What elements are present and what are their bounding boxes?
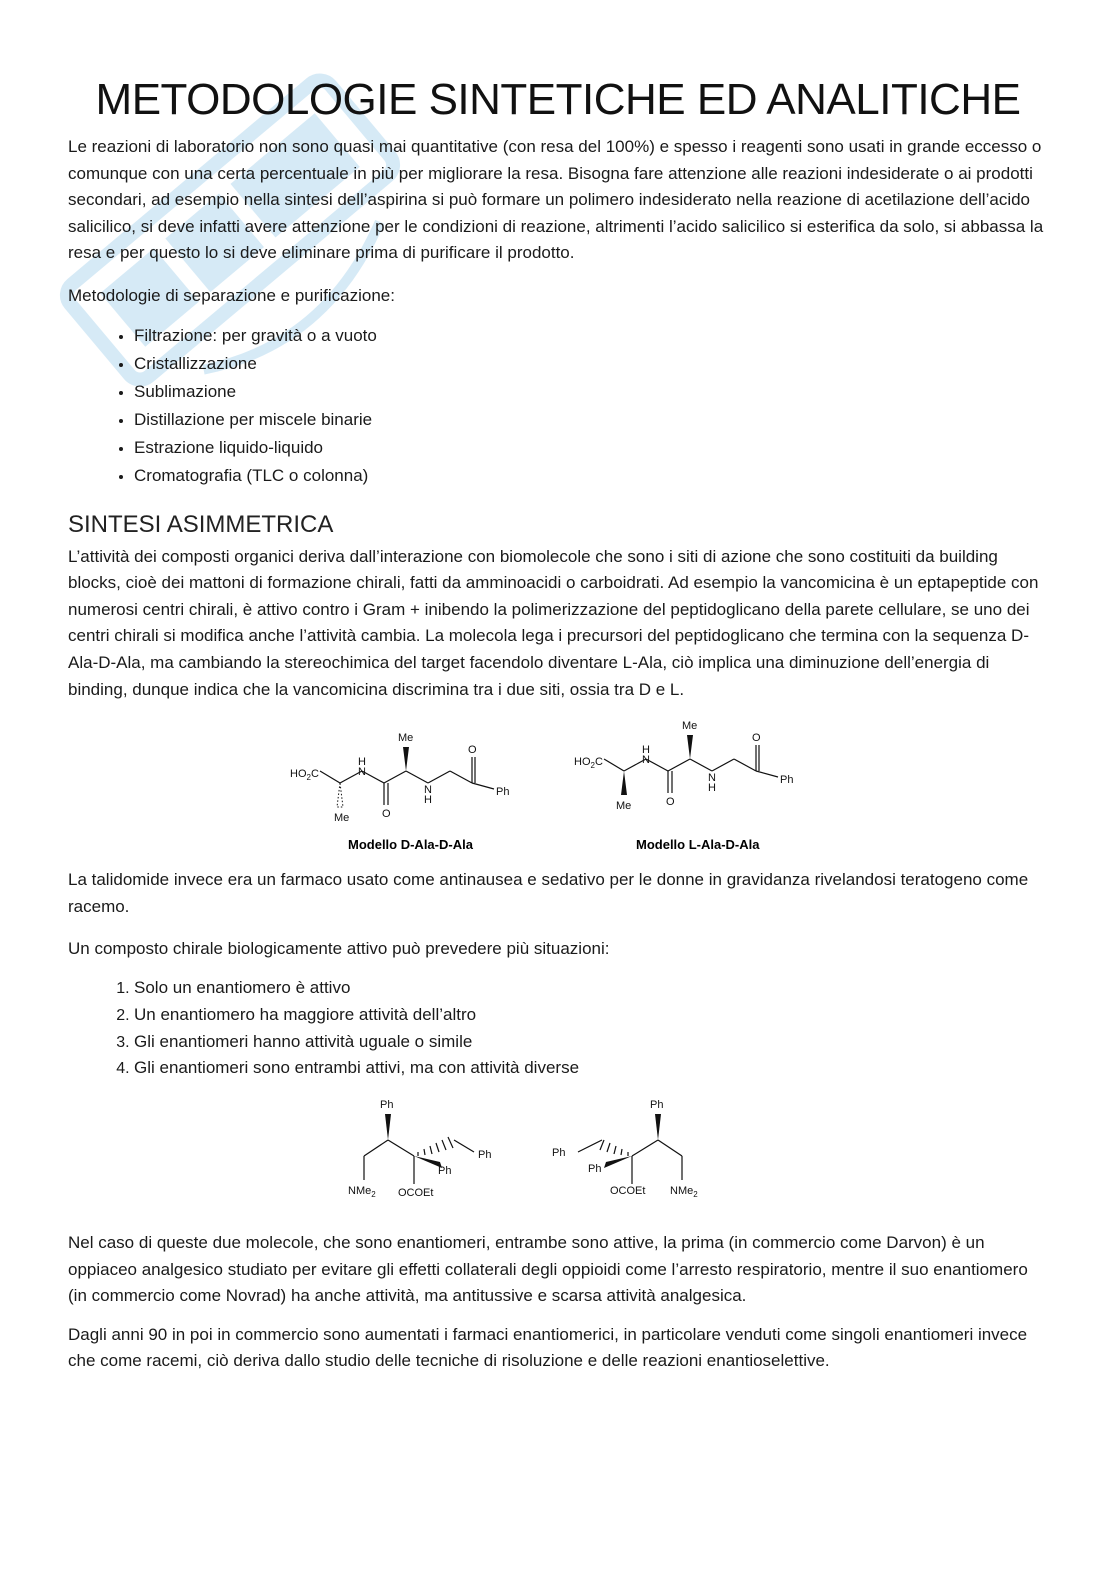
amide-n-label: N xyxy=(358,766,366,779)
list-item: 2. Un enantiomero ha maggiore attività dell’altro xyxy=(134,1002,1048,1029)
amide-n-label: N xyxy=(424,784,432,797)
amide-h-label: H xyxy=(424,794,432,807)
carbonyl-o-label: O xyxy=(666,796,675,809)
list-item: • Estrazione liquido-liquido xyxy=(134,434,1048,462)
ph-label: Ph xyxy=(650,1099,664,1112)
ph-label: Ph xyxy=(552,1147,566,1160)
left-caption: Modello D-Ala-D-Ala xyxy=(348,837,473,853)
list-item: • Cromatografia (TLC o colonna) xyxy=(134,462,1048,490)
ph-label: Ph xyxy=(780,774,794,787)
carbonyl-o-label: O xyxy=(382,808,391,821)
intro-paragraph: Le reazioni di laboratorio non sono quasi mai quantitative (con resa del 100%) e spesso i reagenti sono usati in grande eccesso o comunque con una certa percentuale in più per migliorare la resa. Bisogna fare attenzione alle reazioni indesiderate o ai prodotti secondari, ad esempio nella sintesi dell’aspirina si può formare un polimero indesiderato nella reazione di acetilazione dell’acido salicilico, si deve infatti avere attenzione per le condizioni di reazione, altrimenti l’acido salicilico si esterifica da solo, si abbassa la resa e per questo lo si deve eliminare prima di purificare il prodotto. xyxy=(68,137,1044,263)
methods-list xyxy=(68,322,1048,490)
darvon-paragraph: Nel caso di queste due molecole, che sono enantiomeri, entrambe sono attive, la prima (in commercio come Darvon) è un oppiaceo analgesico studiato per evitare gli effetti collaterali degli oppioidi come l’arresto respiratorio, mentre il suo enantiomero (in commercio come Novrad) ha anche attività, ma antitussive e scarsa attività analgesica. xyxy=(68,1233,1028,1306)
nme2-label: NMe$_2$ xyxy=(670,1185,698,1200)
enantiomers-diagram xyxy=(348,1094,768,1214)
ph-label: Ph xyxy=(380,1099,394,1112)
section-heading: SINTESI ASIMMETRICA xyxy=(68,510,334,538)
page-title: METODOLOGIE SINTETICHE ED ANALITICHE xyxy=(95,75,1021,124)
list-item: 4. Gli enantiomeri sono entrambi attivi, ma con attività diverse xyxy=(134,1055,1048,1082)
amide-n-label: N xyxy=(708,772,716,785)
ocoet-label: OCOEt xyxy=(610,1185,646,1198)
document-content xyxy=(68,72,1048,1387)
ala-models-figure xyxy=(278,717,838,857)
me-label: Me xyxy=(334,812,350,825)
me-label: Me xyxy=(616,800,632,813)
methods-intro: Metodologie di separazione e purificazione: xyxy=(68,285,395,305)
final-paragraph: Dagli anni 90 in poi in commercio sono aumentati i farmaci enantiomerici, in particolare venduti come singoli enantiomeri invece che come racemi, ciò deriva dallo studio delle tecniche di risoluzione e delle reazioni enantioselettive. xyxy=(68,1324,1028,1371)
amide-n-label: N xyxy=(642,754,650,767)
amide-h-label: H xyxy=(642,744,650,757)
ocoet-label: OCOEt xyxy=(398,1187,434,1200)
carbonyl-o-label: O xyxy=(468,744,477,757)
acid-label: $HO_2C$ xyxy=(574,756,603,771)
ph-label: Ph xyxy=(588,1163,602,1176)
list-item: • Distillazione per miscele binarie xyxy=(134,406,1048,434)
me-label: Me xyxy=(398,732,414,745)
acid-label: $HO_2C$ xyxy=(290,768,319,783)
enantiomers-figure xyxy=(348,1094,768,1214)
chiral-intro: Un composto chirale biologicamente attivo può prevedere più situazioni: xyxy=(68,939,610,959)
ala-models-diagram xyxy=(278,717,838,857)
carbonyl-o-label: O xyxy=(752,732,761,745)
list-item: • Filtrazione: per gravità o a vuoto xyxy=(134,322,1048,350)
nme2-label: NMe$_2$ xyxy=(348,1185,376,1200)
me-label: Me xyxy=(682,720,698,733)
amide-h-label: H xyxy=(358,756,366,769)
ph-label: Ph xyxy=(478,1149,492,1162)
list-item: • Cristallizzazione xyxy=(134,350,1048,378)
ph-label: Ph xyxy=(496,786,510,799)
ph-label: Ph xyxy=(438,1165,452,1178)
section-paragraph: L’attività dei composti organici deriva dall’interazione con biomolecole che sono i siti di azione che sono costituiti da building blocks, cioè dei mattoni di formazione chirali, fatti da amminoacidi o carboidrati. Ad esempio la vancomicina è un eptapeptide con numerosi centri chirali, è attivo contro i Gram + inibendo la polimerizzazione del peptidoglicano della parete cellulare, se uno dei centri chirali si modifica anche l’attività cambia. La molecola lega i precursori del peptidoglicano che termina con la sequenza D-Ala-D-Ala, ma cambiando la stereochimica del target facendolo diventare L-Ala, ciò implica una diminuzione dell’energia di binding, dunque indica che la vancomicina discrimina tra i due siti, ossia tra D e L. xyxy=(68,546,1039,699)
amide-h-label: H xyxy=(708,782,716,795)
thalidomide-paragraph: La talidomide invece era un farmaco usato come antinausea e sedativo per le donne in gravidanza rivelandosi teratogeno come racemo. xyxy=(68,870,1029,916)
list-item: 3. Gli enantiomeri hanno attività uguale o simile xyxy=(134,1029,1048,1056)
chiral-cases-list xyxy=(68,975,1048,1082)
list-item: 1. Solo un enantiomero è attivo xyxy=(134,975,1048,1002)
right-caption: Modello L-Ala-D-Ala xyxy=(636,837,760,853)
list-item: • Sublimazione xyxy=(134,378,1048,406)
